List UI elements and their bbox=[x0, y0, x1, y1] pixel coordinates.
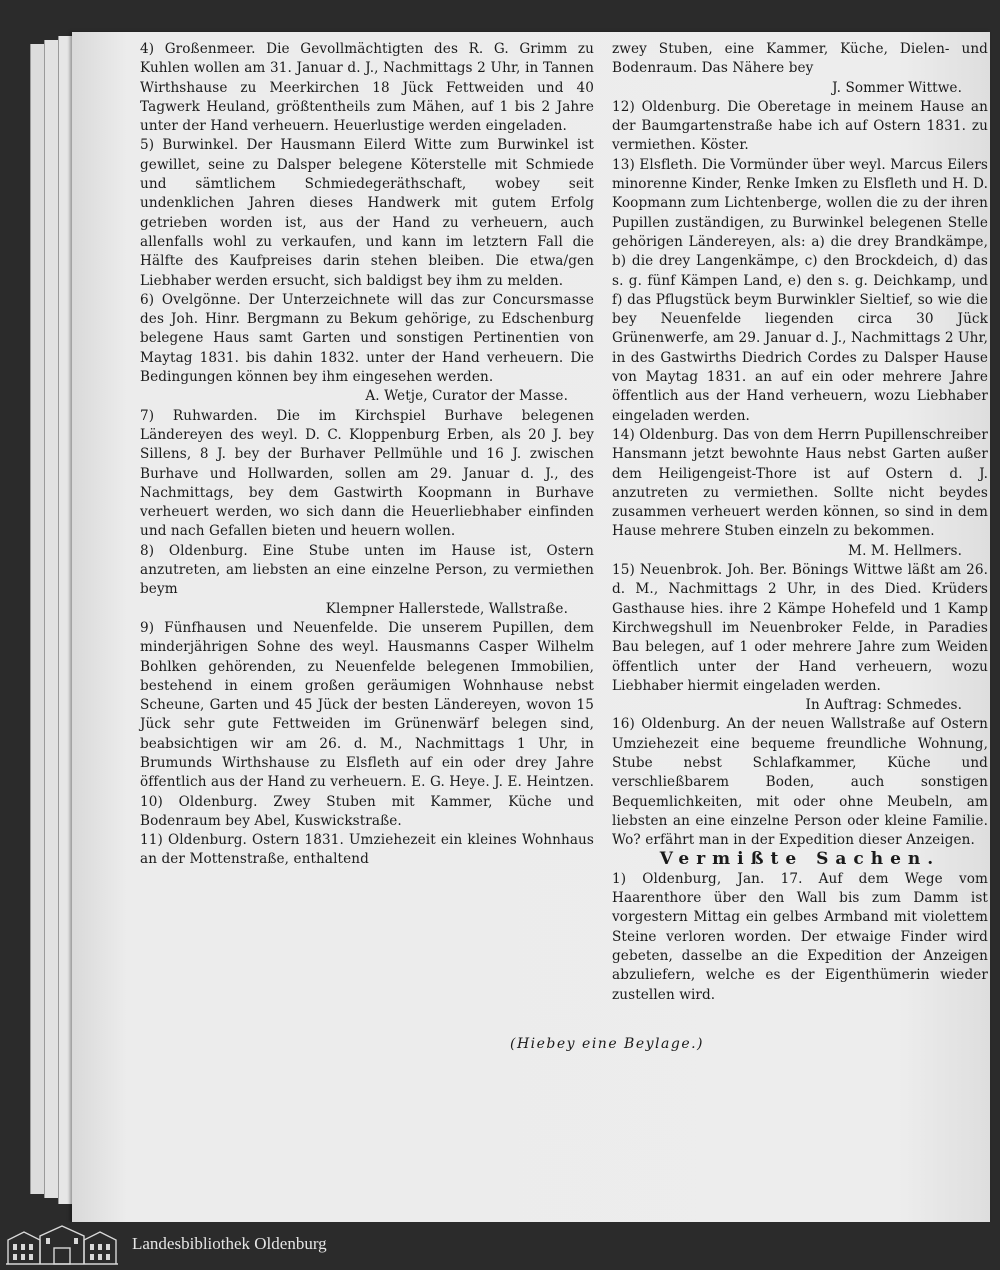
advertisement-entry: 1) Oldenburg, Jan. 17. Auf dem Wege vom Haarenthore über den Wall bis zum Damm ist vorgestern Mittag ein gelbes Armband mit violettem Steine verloren worden. Der etwaige Finder wird gebeten, dasselbe an die Expedition der Anzeigen abzuliefern, welche es der Eigenthümerin wieder zustellen wird. bbox=[612, 870, 988, 1003]
advertisement-entry: 8) Oldenburg. Eine Stube unten im Hause ist, Ostern anzutreten, am liebsten an eine einzelne Person, zu vermiethen beym bbox=[140, 542, 594, 598]
advertisement-entry: 9) Fünfhausen und Neuenfelde. Die unserem Pupillen, dem minderjährigen Sohne des weyl. Hausmanns Casper Wilhelm Bohlken gehörenden, zu Neuenfelde belegenen Immobilien, bestehend in einem großen geräumigen Wohnhause nebst Scheune, Garten und 45 Jück der besten Ländereyen, wovon 15 Jück sehr gute Fettweiden im Grünenwärf belegen sind, beabsichtigen wir am 26. d. M., Nachmittags 1 Uhr, in Brumunds Wirthshause zu Elsfleth auf ein oder drey Jahre öffentlich aus der Hand zu verheuern. E. G. Heye. J. E. Heintzen. bbox=[140, 619, 595, 791]
library-building-icon bbox=[4, 1224, 122, 1266]
advertisement-entry: 7) Ruhwarden. Die im Kirchspiel Burhave belegenen Ländereyen des weyl. D. C. Kloppenburg Erben, als 20 J. bey Sillens, 8 J. bey der Burhaver Pellmühle und 16 J. zwischen Burhave und Hollwarden, sollen am 29. Januar d. J., des Nachmittags, bey dem Gastwirth Koopmann in Burhave verheuert werden, wo sich dann die Heuerliebhaber einfinden und nach Gefallen bieten und heuern wollen. bbox=[140, 407, 594, 540]
advertisement-entry: 13) Elsfleth. Die Vormünder über weyl. Marcus Eilers minorenne Kinder, Renke Imken zu Elsfleth und H. D. Koopmann zum Lichtenberge, wollen die zu der ihren Pupillen zuständigen, zu Burwinkel belegenen Stelle gehörigen Ländereyen, als: a) die drey Brandkämpe, b) die drey Langenkämpe, c) den Brockdeich, d) das s. g. fünf Kämpen Land, e) den s. g. Deichkamp, und f) das Pflugstück beym Burwinkler Sieltief, so wie die bey Neuenfelde liegenden circa 30 Jück Grünenwerfe, am 29. Januar d. J., Nachmittags 2 Uhr, in des Gastwirths Diedrich Cordes zu Dalsper Hause von Maytag 1831. an auf ein oder mehrere Jahre öffentlich aus der Hand verheuern, wozu Liebhaber eingeladen werden. bbox=[612, 156, 988, 424]
advertisement-signature: J. Sommer Wittwe. bbox=[832, 79, 962, 96]
advertisement-signature: Klempner Hallerstede, Wallstraße. bbox=[325, 600, 568, 617]
advertisement-signature: In Auftrag: Schmedes. bbox=[805, 697, 962, 714]
advertisement-entry: zwey Stuben, eine Kammer, Küche, Dielen- und Bodenraum. Das Nähere bey bbox=[612, 41, 988, 77]
library-name: Landesbibliothek Oldenburg bbox=[132, 1234, 327, 1253]
advertisement-entry: 4) Großenmeer. Die Gevollmächtigten des R. G. Grimm zu Kuhlen wollen am 31. Januar d. J., Nachmittags 2 Uhr, in Tannen Wirthshause zu Meerkirchen 18 Jück Fettweiden und 40 Tagwerk Heuland, größtentheils zum Mähen, auf 1 bis 2 Jahre unter der Hand verheuern. Heuerlustige werden eingeladen. bbox=[140, 41, 594, 135]
supplement-note: (Hiebey eine Beylage.) bbox=[510, 1036, 705, 1052]
section-title: Vermißte Sachen. bbox=[659, 849, 941, 870]
advertisement-entry: 5) Burwinkel. Der Hausmann Eilerd Witte zum Burwinkel ist gewillet, seine zu Dalsper belegene Köterstelle mit Schmiede und sämtlichem Schmiedegeräthschaft, wobey seit undenklichen Jahren dieses Handwerk mit gutem Erfolg getrieben worden ist, aus der Hand zu verheuern, auch allenfalls wohl zu verkaufen, und kann im letztern Fall die Hälfte des Kaufpreises darin stehen bleiben. Die etwa/gen Liebhaber werden ersucht, sich baldigst bey ihm zu melden. bbox=[140, 137, 594, 289]
advertisement-entry: 11) Oldenburg. Ostern 1831. Umziehezeit ein kleines Wohnhaus an der Mottenstraße, enthaltend bbox=[140, 832, 594, 868]
advertisement-entry: 16) Oldenburg. An der neuen Wallstraße auf Ostern Umziehezeit eine bequeme freundliche Wohnung, Stube nebst Schlafkammer, Küche und verschließbarem Boden, auch sonstigen Bequemlichkeiten, mit oder ohne Meubeln, am liebsten an eine einzelne Person oder kleine Familie. Wo? erfährt man in der Expedition dieser Anzeigen. bbox=[612, 716, 988, 849]
advertisement-entry: 12) Oldenburg. Die Oberetage in meinem Hause an der Baumgartenstraße habe ich auf Ostern 1831. zu vermiethen. Köster. bbox=[612, 98, 988, 154]
advertisement-entry: 6) Ovelgönne. Der Unterzeichnete will das zur Concursmasse des Joh. Hinr. Bergmann zu Bekum gehörige, zu Edschenburg belegene Haus samt Garten und sonstigen Pertinentien von Maytag 1831. bis dahin 1832. unter der Hand verheuern. Die Bedingungen können bey ihm eingesehen werden. bbox=[140, 291, 594, 386]
advertisement-entry: 10) Oldenburg. Zwey Stuben mit Kammer, Küche und Bodenraum bey Abel, Kuswickstraße. bbox=[140, 793, 594, 829]
advertisement-entry: 15) Neuenbrok. Joh. Ber. Bönings Wittwe läßt am 26. d. M., Nachmittags 2 Uhr, in des Died. Krüders Gasthause hies. ihre 2 Kämpe Hohefeld und 1 Kamp Kirchwegshull im Neuenbroker Felde, in Paradies Bau belegen, auf 1 oder mehrere Jahre zum Weiden öffentlich unter der Hand verheuern, wozu Liebhaber hiermit eingeladen werden. bbox=[612, 562, 988, 694]
advertisement-signature: A. Wetje, Curator der Masse. bbox=[365, 388, 568, 405]
left-text-column bbox=[140, 40, 594, 870]
advertisement-entry: 14) Oldenburg. Das von dem Herrn Pupillenschreiber Hansmann jetzt bewohnte Haus nebst Garten außer dem Heiligengeist-Thore ist auf Ostern d. J. anzutreten zu vermiethen. Sollte nicht beydes zusammen verheuert werden können, so sind in dem Hause mehrere Stuben einzeln zu bekommen. bbox=[612, 426, 988, 540]
right-text-column bbox=[612, 40, 988, 1005]
advertisement-signature: M. M. Hellmers. bbox=[848, 542, 962, 559]
